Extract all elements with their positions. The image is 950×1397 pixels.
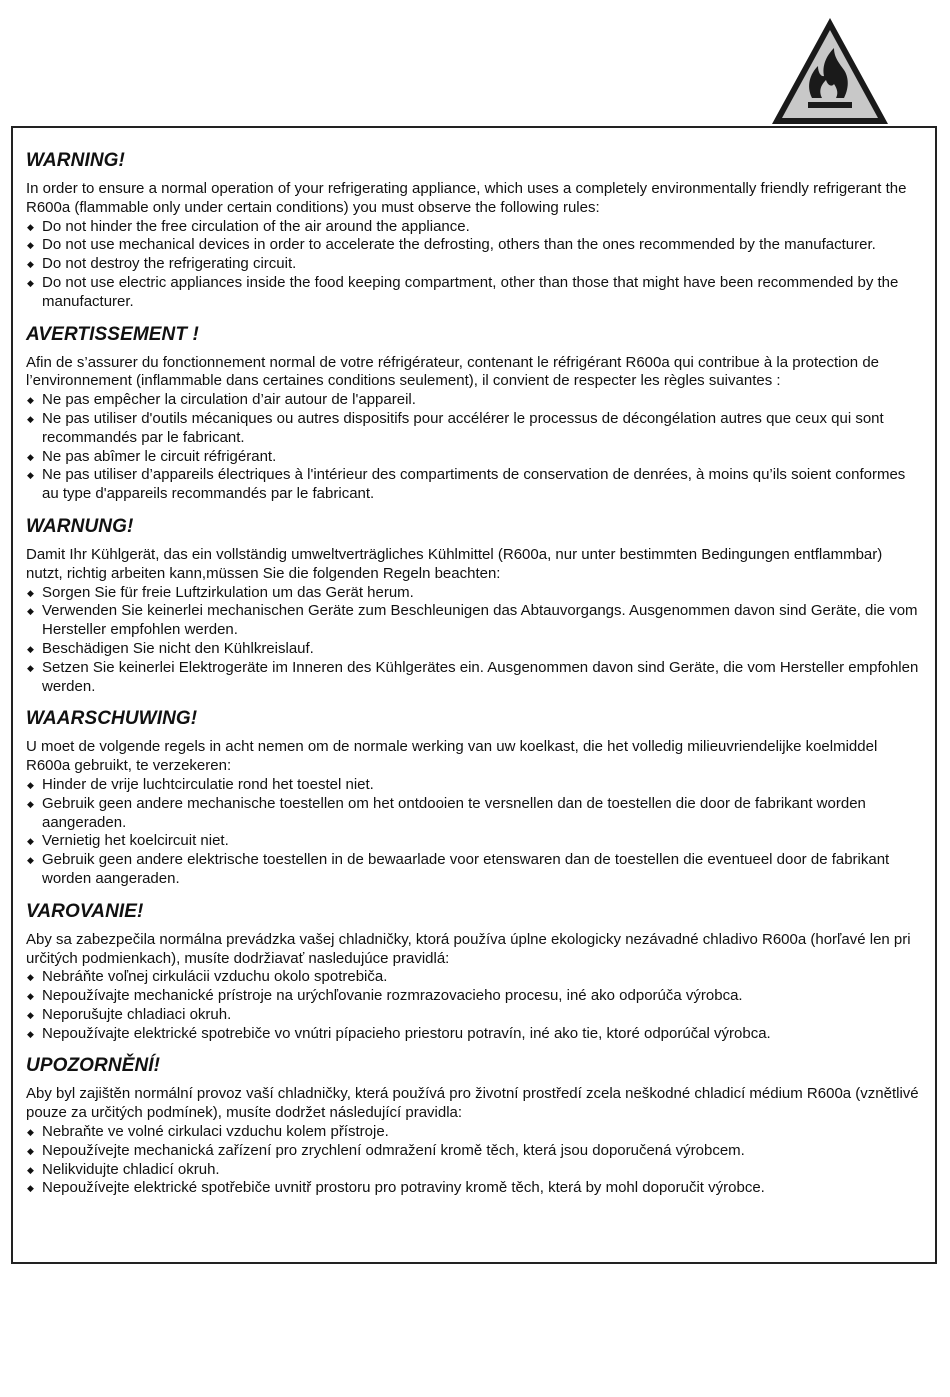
section-title: WAARSCHUWING! [26,708,198,730]
section-title: WARNING! [26,150,125,171]
section-english [26,148,923,312]
section-title: UPOZORNĚNÍ! [26,1055,161,1077]
rules-list [26,584,923,697]
rule-item: ◆ Nelikvidujte chladicí okruh. [26,1161,923,1180]
rule-item: ◆ Beschädigen Sie nicht den Kühlkreislauf. [26,640,923,659]
flammable-warning-icon [768,14,892,128]
rule-item: ◆ Ne pas utiliser d'outils mécaniques ou autres dispositifs pour accélérer le processus de décongélation autres que ceux qui sont recommandés par le fabricant. [26,410,923,448]
section-czech [26,1053,923,1198]
rule-item: ◆ Neporušujte chladiaci okruh. [26,1006,923,1025]
rule-item: ◆ Nebraňte ve volné cirkulaci vzduchu kolem přístroje. [26,1123,923,1142]
rules-list [26,1123,923,1198]
section-intro: U moet de volgende regels in acht nemen om de normale werking van uw koelkast, die het volledig milieuvriendelijke koelmiddel R600a gebruikt, te verzekeren: [26,738,878,775]
rule-item: ◆ Do not use electric appliances inside the food keeping compartment, other than those that might have been recommended by the manufacturer. [26,274,923,312]
rule-item: ◆ Nepoužívejte mechanická zařízení pro zrychlení odmražení kromě těch, která jsou doporučená výrobcem. [26,1142,923,1161]
rule-item: ◆ Do not use mechanical devices in order to accelerate the defrosting, others than the ones recommended by the manufacturer. [26,236,923,255]
rule-item: ◆ Vernietig het koelcircuit niet. [26,832,923,851]
rule-item: ◆ Hinder de vrije luchtcirculatie rond het toestel niet. [26,776,923,795]
warning-frame [11,126,937,1264]
rule-item: ◆ Do not hinder the free circulation of the air around the appliance. [26,218,923,237]
rules-list [26,391,923,504]
rule-item: ◆ Setzen Sie keinerlei Elektrogeräte im Inneren des Kühlgerätes ein. Ausgenommen davon sind Geräte, die vom Hersteller empfohlen werden. [26,659,923,697]
section-intro: Aby byl zajištěn normální provoz vaší chladničky, která používá pro životní prostředí zcela neškodné chladicí médium R600a (vznětlivé pouze za určitých podmínek), musíte dodržet následující pravidla: [26,1085,919,1122]
rule-item: ◆ Gebruik geen andere mechanische toestellen om het ontdooien te versnellen dan de toestellen die door de fabrikant worden aangeraden. [26,795,923,833]
section-title: WARNUNG! [26,515,134,537]
rule-item: ◆ Sorgen Sie für freie Luftzirkulation um das Gerät herum. [26,584,923,603]
rule-item: ◆ Ne pas utiliser d’appareils électriques à l'intérieur des compartiments de conservation de denrées, à moins qu’ils soient conformes au type d'appareils recommandés par le fabricant. [26,466,923,504]
rule-item: ◆ Ne pas empêcher la circulation d’air autour de l'appareil. [26,391,923,410]
section-title: AVERTISSEMENT ! [26,323,199,345]
rule-item: ◆ Nebráňte voľnej cirkulácii vzduchu okolo spotrebiča. [26,968,923,987]
section-intro: Aby sa zabezpečila normálna prevádzka vašej chladničky, ktorá používa úplne ekologicky nezávadné chladivo R600a (horľavé len pri určitých podmienkach), musíte dodržiavať nasledujúce pravidlá: [26,930,911,967]
rule-item: ◆ Gebruik geen andere elektrische toestellen in de bewaarlade voor etenswaren dan de toestellen die eventueel door de fabrikant worden aangeraden. [26,851,923,889]
section-intro: Afin de s’assurer du fonctionnement normal de votre réfrigérateur, contenant le réfrigérant R600a qui contribue à la protection de l’environnement (inflammable dans certaines conditions seulement), il convient de respecter les règles suivantes : [26,353,880,390]
rule-item: ◆ Do not destroy the refrigerating circuit. [26,255,923,274]
section-german [26,514,923,696]
rule-item: ◆ Nepoužívajte elektrické spotrebiče vo vnútri pípacieho priestoru potravín, iné ako tie, ktoré odporúčal výrobca. [26,1025,923,1044]
rules-list [26,218,923,312]
rule-item: ◆ Ne pas abîmer le circuit réfrigérant. [26,448,923,467]
section-slovak [26,899,923,1044]
section-intro: In order to ensure a normal operation of your refrigerating appliance, which uses a completely environmentally friendly refrigerant the R600a (flammable only under certain conditions) you must observe the following rules: [26,180,907,216]
rule-item: ◆ Verwenden Sie keinerlei mechanischen Geräte zum Beschleunigen das Abtauvorgangs. Ausgenommen davon sind Geräte, die vom Hersteller empfohlen werden. [26,602,923,640]
section-dutch [26,706,923,888]
rule-item: ◆ Nepoužívajte mechanické prístroje na urýchľovanie rozmrazovacieho procesu, iné ako odporúča výrobca. [26,987,923,1006]
rules-list [26,968,923,1043]
rule-item: ◆ Nepoužívejte elektrické spotřebiče uvnitř prostoru pro potraviny kromě těch, která by mohl doporučit výrobce. [26,1179,923,1198]
rules-list [26,776,923,889]
section-intro: Damit Ihr Kühlgerät, das ein vollständig umweltverträgliches Kühlmittel (R600a, nur unter bestimmten Bedingungen entflammbar) nutzt, richtig arbeiten kann,müssen Sie die folgenden Regeln beachten: [26,545,883,582]
section-french [26,322,923,504]
section-title: VAROVANIE! [26,900,144,922]
